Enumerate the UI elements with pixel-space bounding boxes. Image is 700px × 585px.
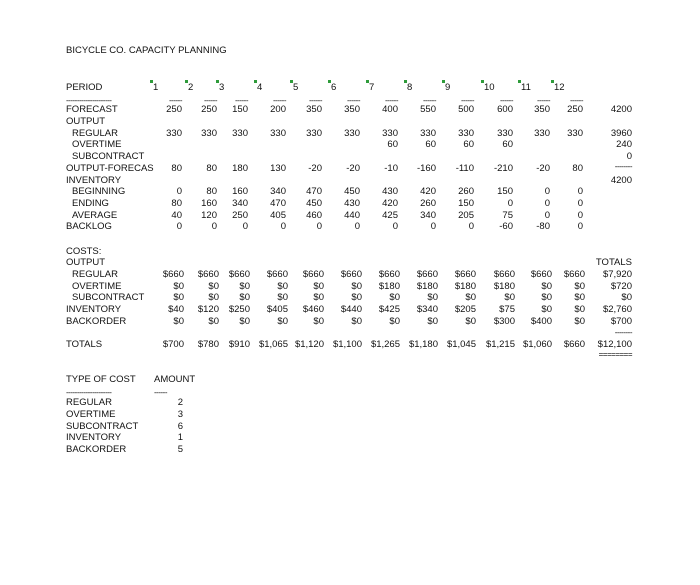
backlog-row-value: 0 [176, 221, 182, 232]
regular-row-value: 330 [458, 128, 474, 139]
overtime-row-label: OVERTIME [72, 139, 122, 150]
output-forecast-row-value: 180 [232, 163, 248, 174]
cost-regular-row-value: $660 [530, 269, 552, 280]
green-corner-marker [481, 80, 484, 83]
totals-row-value: $1,215 [485, 339, 515, 350]
cost-backorder-row-value: $0 [465, 316, 476, 327]
cost-inventory-row-value: $40 [168, 304, 184, 315]
cost-regular-row-value: $660 [228, 269, 250, 280]
sheet-title: BICYCLE CO. CAPACITY PLANNING [66, 45, 227, 56]
period-underline: ------ [169, 96, 182, 105]
cost-backorder-row-value: $0 [313, 316, 324, 327]
cost-regular-row-label: REGULAR [72, 269, 118, 280]
cost-backorder-row-label: BACKORDER [66, 316, 127, 327]
totals-row-value: $1,065 [258, 339, 288, 350]
backlog-row-value: -80 [536, 221, 550, 232]
ending-row-value: 0 [544, 198, 550, 209]
cost-inventory-row-value: $0 [541, 304, 552, 315]
cost-regular-row-value: $660 [416, 269, 438, 280]
cost-subcontract-row-value: $0 [574, 292, 585, 303]
type-of-cost-amount: 3 [177, 409, 183, 420]
output-forecast-row-value: -20 [308, 163, 322, 174]
output-forecast-row-value: -160 [416, 163, 436, 174]
average-row-value: 0 [544, 210, 550, 221]
ending-row-value: 260 [420, 198, 436, 209]
period-number: 9 [445, 82, 451, 93]
ending-row-value: 340 [232, 198, 248, 209]
period-underline: ------ [423, 96, 436, 105]
green-corner-marker [290, 80, 293, 83]
cost-inventory-row-label: INVENTORY [66, 304, 122, 315]
cost-backorder-row-value: $0 [389, 316, 400, 327]
inventory-header-row-label: INVENTORY [66, 175, 122, 186]
output-forecast-row-label: OUTPUT-FORECAS [66, 163, 154, 174]
beginning-row-value: 470 [306, 186, 322, 197]
cost-overtime-row-value: $180 [454, 281, 476, 292]
ending-row-value: 420 [382, 198, 398, 209]
cost-subcontract-row-value: $0 [277, 292, 288, 303]
totals-row-value: $1,045 [446, 339, 476, 350]
period-number: 12 [554, 82, 565, 93]
totals-row-value: $910 [228, 339, 250, 350]
overtime-row-value: 60 [463, 139, 474, 150]
cost-overtime-row-value: $0 [541, 281, 552, 292]
forecast-row-value: 550 [420, 104, 436, 115]
cost-regular-row-value: $660 [378, 269, 400, 280]
cost-regular-row-value: $660 [162, 269, 184, 280]
output-forecast-row-value: -110 [455, 163, 474, 174]
type-of-cost-label: INVENTORY [66, 432, 122, 443]
cost-regular-row-value: $660 [563, 269, 585, 280]
period-underline: ------ [461, 96, 474, 105]
forecast-row-value: 250 [166, 104, 182, 115]
forecast-row-value: 200 [270, 104, 286, 115]
type-of-cost-label: BACKORDER [66, 444, 127, 455]
inventory-header-row-total: 4200 [610, 175, 632, 186]
cost-overtime-row-value: $0 [351, 281, 362, 292]
cost-overtime-row-value: $0 [208, 281, 219, 292]
beginning-row-value: 430 [382, 186, 398, 197]
totals-underline: -------- [614, 328, 632, 337]
forecast-row-value: 250 [567, 104, 583, 115]
forecast-row-value: 400 [382, 104, 398, 115]
costs-heading: COSTS: [66, 246, 102, 257]
cost-subcontract-row-value: $0 [427, 292, 438, 303]
cost-backorder-row-value: $0 [173, 316, 184, 327]
beginning-row-value: 450 [344, 186, 360, 197]
type-of-cost-label: REGULAR [66, 397, 112, 408]
cost-overtime-row-value: $0 [574, 281, 585, 292]
beginning-row-value: 150 [497, 186, 513, 197]
period-underline: ------ [347, 96, 360, 105]
backlog-row-value: 0 [354, 221, 360, 232]
subcontract-row-total: 0 [626, 151, 632, 162]
amount-header: AMOUNT [154, 374, 196, 385]
period-underline: ------ [204, 96, 217, 105]
cost-overtime-row-value: $180 [493, 281, 515, 292]
totals-row-grand-total: $12,100 [597, 339, 632, 350]
cost-subcontract-row-value: $0 [351, 292, 362, 303]
period-number: 3 [219, 82, 225, 93]
backlog-row-value: 0 [280, 221, 286, 232]
cost-backorder-row-value: $0 [277, 316, 288, 327]
green-corner-marker [551, 80, 554, 83]
backlog-row-value: -60 [499, 221, 513, 232]
type-of-cost-underline: --------------------- [66, 388, 112, 397]
type-of-cost-label: OVERTIME [66, 409, 116, 420]
output-forecast-row-value: 80 [206, 163, 217, 174]
forecast-row-value: 350 [306, 104, 322, 115]
cost-inventory-row-value: $75 [499, 304, 515, 315]
regular-row-value: 330 [567, 128, 583, 139]
regular-row-total: 3960 [610, 128, 632, 139]
cost-overtime-row-value: $180 [378, 281, 400, 292]
output-header-row-label: OUTPUT [66, 116, 106, 127]
regular-row-value: 330 [201, 128, 217, 139]
output-forecast-row-value: -20 [346, 163, 360, 174]
output-forecast-row-value: -210 [493, 163, 513, 174]
forecast-row-value: 350 [534, 104, 550, 115]
beginning-row-value: 260 [458, 186, 474, 197]
average-row-value: 0 [577, 210, 583, 221]
output-forecast-row-value: 80 [171, 163, 182, 174]
period-number: 4 [257, 82, 263, 93]
ending-row-value: 470 [270, 198, 286, 209]
period-number: 8 [407, 82, 413, 93]
cost-overtime-row-value: $0 [173, 281, 184, 292]
forecast-row-value: 500 [458, 104, 474, 115]
overtime-row-value: 60 [425, 139, 436, 150]
output-forecast-row-total: -------- [614, 162, 632, 171]
backlog-row-label: BACKLOG [66, 221, 112, 232]
regular-row-value: 330 [306, 128, 322, 139]
cost-subcontract-row-value: $0 [208, 292, 219, 303]
cost-subcontract-row-value: $0 [313, 292, 324, 303]
period-underline: ------ [570, 96, 583, 105]
average-row-value: 425 [382, 210, 398, 221]
type-of-cost-amount: 5 [177, 444, 183, 455]
output-forecast-row-value: -10 [384, 163, 398, 174]
cost-backorder-row-value: $0 [427, 316, 438, 327]
cost-regular-row-value: $660 [454, 269, 476, 280]
green-corner-marker [518, 80, 521, 83]
average-row-value: 120 [201, 210, 217, 221]
cost-subcontract-row-value: $0 [465, 292, 476, 303]
regular-row-value: 330 [232, 128, 248, 139]
totals-row-value: $780 [197, 339, 219, 350]
period-number: 10 [484, 82, 495, 93]
totals-row-value: $1,265 [370, 339, 400, 350]
forecast-row-value: 350 [344, 104, 360, 115]
overtime-row-value: 60 [502, 139, 513, 150]
green-corner-marker [216, 80, 219, 83]
average-row-value: 205 [458, 210, 474, 221]
overtime-row-value: 60 [387, 139, 398, 150]
totals-row-value: $1,060 [522, 339, 552, 350]
cost-subcontract-row-value: $0 [541, 292, 552, 303]
ending-row-value: 150 [458, 198, 474, 209]
cost-overtime-row-value: $180 [416, 281, 438, 292]
type-of-cost-amount: 2 [177, 397, 183, 408]
backlog-row-value: 0 [577, 221, 583, 232]
period-number: 6 [331, 82, 337, 93]
cost-backorder-row-value: $400 [530, 316, 552, 327]
regular-row-value: 330 [344, 128, 360, 139]
costs-totals-header: TOTALS [595, 257, 632, 268]
cost-overtime-row-value: $0 [239, 281, 250, 292]
type-of-cost-amount: 6 [177, 421, 183, 432]
type-of-cost-label: SUBCONTRACT [66, 421, 139, 432]
cost-backorder-row-value: $0 [208, 316, 219, 327]
cost-inventory-row-value: $250 [228, 304, 250, 315]
beginning-row-value: 80 [206, 186, 217, 197]
totals-row-value: $1,180 [408, 339, 438, 350]
forecast-row-label: FORECAST [66, 104, 118, 115]
cost-regular-row-value: $660 [197, 269, 219, 280]
beginning-row-label: BEGINNING [72, 186, 126, 197]
period-number: 5 [293, 82, 299, 93]
average-row-label: AVERAGE [72, 210, 118, 221]
cost-inventory-row-value: $0 [574, 304, 585, 315]
backlog-row-value: 0 [430, 221, 436, 232]
regular-row-value: 330 [534, 128, 550, 139]
period-number: 7 [369, 82, 375, 93]
totals-row-value: $660 [563, 339, 585, 350]
cost-regular-row-total: $7,920 [602, 269, 632, 280]
cost-output-header-row-label: OUTPUT [66, 257, 106, 268]
green-corner-marker [328, 80, 331, 83]
cost-inventory-row-value: $340 [416, 304, 438, 315]
cost-inventory-row-value: $425 [378, 304, 400, 315]
amount-underline: ------ [154, 388, 167, 397]
output-forecast-row-value: 130 [270, 163, 286, 174]
beginning-row-value: 420 [420, 186, 436, 197]
green-corner-marker [185, 80, 188, 83]
green-corner-marker [404, 80, 407, 83]
cost-regular-row-value: $660 [266, 269, 288, 280]
cost-backorder-row-value: $0 [239, 316, 250, 327]
cost-inventory-row-total: $2,760 [602, 304, 632, 315]
regular-row-value: 330 [270, 128, 286, 139]
subcontract-row-label: SUBCONTRACT [72, 151, 145, 162]
period-number: 11 [521, 82, 531, 93]
cost-regular-row-value: $660 [493, 269, 515, 280]
totals-row-value: $1,120 [294, 339, 324, 350]
backlog-row-value: 0 [316, 221, 322, 232]
cost-overtime-row-value: $0 [313, 281, 324, 292]
green-corner-marker [150, 80, 153, 83]
cost-inventory-row-value: $205 [454, 304, 476, 315]
average-row-value: 460 [306, 210, 322, 221]
period-underline: ------ [273, 96, 286, 105]
type-of-cost-amount: 1 [177, 432, 183, 443]
totals-row-value: $1,100 [332, 339, 362, 350]
cost-backorder-row-value: $0 [351, 316, 362, 327]
ending-row-value: 0 [507, 198, 513, 209]
average-row-value: 75 [502, 210, 513, 221]
period-underline: ------ [385, 96, 398, 105]
cost-backorder-row-value: $300 [493, 316, 515, 327]
beginning-row-value: 0 [577, 186, 583, 197]
cost-overtime-row-total: $720 [610, 281, 632, 292]
period-number: 1 [153, 82, 159, 93]
beginning-row-value: 340 [270, 186, 286, 197]
cost-inventory-row-value: $440 [340, 304, 362, 315]
average-row-value: 405 [270, 210, 286, 221]
green-corner-marker [366, 80, 369, 83]
cost-subcontract-row-value: $0 [173, 292, 184, 303]
cost-regular-row-value: $660 [302, 269, 324, 280]
average-row-value: 340 [420, 210, 436, 221]
period-underline: ------ [537, 96, 550, 105]
backlog-row-value: 0 [211, 221, 217, 232]
cost-backorder-row-value: $0 [574, 316, 585, 327]
totals-row-label: TOTALS [66, 339, 103, 350]
output-forecast-row-value: -20 [536, 163, 550, 174]
ending-row-value: 430 [344, 198, 360, 209]
average-row-value: 250 [232, 210, 248, 221]
ending-row-value: 160 [201, 198, 217, 209]
period-underline: ------ [235, 96, 248, 105]
cost-overtime-row-label: OVERTIME [72, 281, 122, 292]
beginning-row-value: 160 [232, 186, 248, 197]
grand-total-double-underline: ======== [598, 350, 632, 359]
ending-row-value: 80 [171, 198, 182, 209]
ending-row-label: ENDING [72, 198, 109, 209]
ending-row-value: 0 [577, 198, 583, 209]
forecast-row-total: 4200 [610, 104, 632, 115]
cost-inventory-row-value: $405 [266, 304, 288, 315]
regular-row-value: 330 [420, 128, 436, 139]
period-underline: ------ [309, 96, 322, 105]
cost-overtime-row-value: $0 [277, 281, 288, 292]
cost-backorder-row-total: $700 [610, 316, 632, 327]
cost-subcontract-row-total: $0 [621, 292, 632, 303]
forecast-row-value: 150 [232, 104, 248, 115]
overtime-row-total: 240 [616, 139, 632, 150]
average-row-value: 440 [344, 210, 360, 221]
average-row-value: 40 [171, 210, 182, 221]
ending-row-value: 450 [306, 198, 322, 209]
cost-subcontract-row-value: $0 [389, 292, 400, 303]
backlog-row-value: 0 [392, 221, 398, 232]
regular-row-label: REGULAR [72, 128, 118, 139]
period-underline: ------ [500, 96, 513, 105]
backlog-row-value: 0 [242, 221, 248, 232]
period-label: PERIOD [66, 82, 103, 93]
period-number: 2 [188, 82, 194, 93]
output-forecast-row-value: 80 [572, 163, 583, 174]
cost-regular-row-value: $660 [340, 269, 362, 280]
label-underline: --------------------- [66, 96, 112, 105]
beginning-row-value: 0 [176, 186, 182, 197]
regular-row-value: 330 [166, 128, 182, 139]
forecast-row-value: 250 [201, 104, 217, 115]
cost-subcontract-row-value: $0 [504, 292, 515, 303]
regular-row-value: 330 [497, 128, 513, 139]
backlog-row-value: 0 [468, 221, 474, 232]
green-corner-marker [442, 80, 445, 83]
type-of-cost-header: TYPE OF COST [66, 374, 136, 385]
beginning-row-value: 0 [544, 186, 550, 197]
cost-inventory-row-value: $120 [197, 304, 219, 315]
cost-subcontract-row-value: $0 [239, 292, 250, 303]
cost-subcontract-row-label: SUBCONTRACT [72, 292, 145, 303]
green-corner-marker [254, 80, 257, 83]
regular-row-value: 330 [382, 128, 398, 139]
cost-inventory-row-value: $460 [302, 304, 324, 315]
forecast-row-value: 600 [497, 104, 513, 115]
totals-row-value: $700 [162, 339, 184, 350]
